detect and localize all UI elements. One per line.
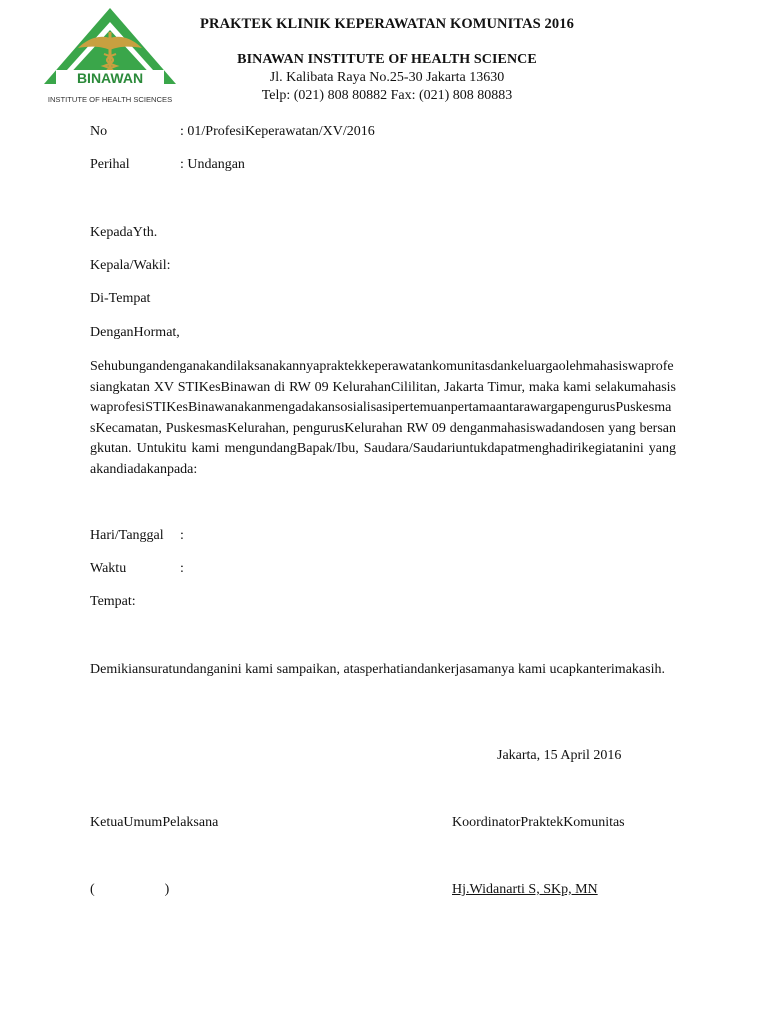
signature-left-title: KetuaUmumPelaksana bbox=[90, 815, 219, 830]
addressee-location: Di-Tempat bbox=[90, 291, 151, 306]
header-title: PRAKTEK KLINIK KEPERAWATAN KOMUNITAS 2016 bbox=[200, 16, 574, 32]
binawan-logo-graphic bbox=[30, 4, 190, 116]
tempat-label: Tempat: bbox=[90, 594, 136, 609]
perihal-label: Perihal bbox=[90, 157, 130, 172]
body-paragraph: Sehubungandenganakandilaksanakannyapraktekkeperawatankomunitasdankeluargaolehmahasiswaprofesiangkatan XV STIKesBinawan di RW 09 KelurahanCililitan, Jakarta Timur, maka kami selakumahasiswaprofesiSTIKesBinawanakanmengadakansosialisasipertemuanpertamaantarawargapengurusPuskesmasKecamatan, PuskesmasKelurahan, pengurusKelurahan RW 09 denganmahasiswadandosen yang bersangkutan. Untukitu kami mengundangBapak/Ibu, Saudara/Saudariuntukdapatmenghadirikegiatanini yang akandiadakanpada: bbox=[90, 359, 676, 477]
no-label: No bbox=[90, 124, 108, 139]
logo-wordmark: BINAWAN bbox=[76, 70, 144, 86]
waktu-label: Waktu bbox=[90, 561, 127, 576]
logo-tagline: INSTITUTE OF HEALTH SCIENCES bbox=[47, 95, 173, 104]
header-phone: Telp: (021) 808 80882 Fax: (021) 808 80883 bbox=[261, 88, 513, 103]
signature-right-title: KoordinatorPraktekKomunitas bbox=[452, 815, 625, 830]
header-institution: BINAWAN INSTITUTE OF HEALTH SCIENCE bbox=[237, 52, 537, 67]
hari-value: : bbox=[180, 528, 184, 543]
salutation: DenganHormat, bbox=[90, 325, 180, 340]
addressee-recipient: Kepala/Wakil: bbox=[90, 258, 171, 273]
header-address: Jl. Kalibata Raya No.25-30 Jakarta 13630 bbox=[269, 70, 505, 85]
binawan-logo bbox=[30, 4, 190, 116]
signature-left-name: ( ) bbox=[90, 882, 170, 897]
closing-paragraph: Demikiansuratundanganini kami sampaikan, atasperhatiandankerjasamanya kami ucapkanterimakasih. bbox=[90, 662, 665, 677]
place-date: Jakarta, 15 April 2016 bbox=[497, 748, 622, 763]
perihal-value: : Undangan bbox=[180, 157, 245, 172]
signature-right-name: Hj.Widanarti S, SKp, MN bbox=[452, 882, 598, 897]
addressee-greeting: KepadaYth. bbox=[90, 225, 158, 240]
no-value: : 01/ProfesiKeperawatan/XV/2016 bbox=[180, 124, 375, 139]
waktu-value: : bbox=[180, 561, 184, 576]
hari-label: Hari/Tanggal bbox=[90, 528, 164, 543]
